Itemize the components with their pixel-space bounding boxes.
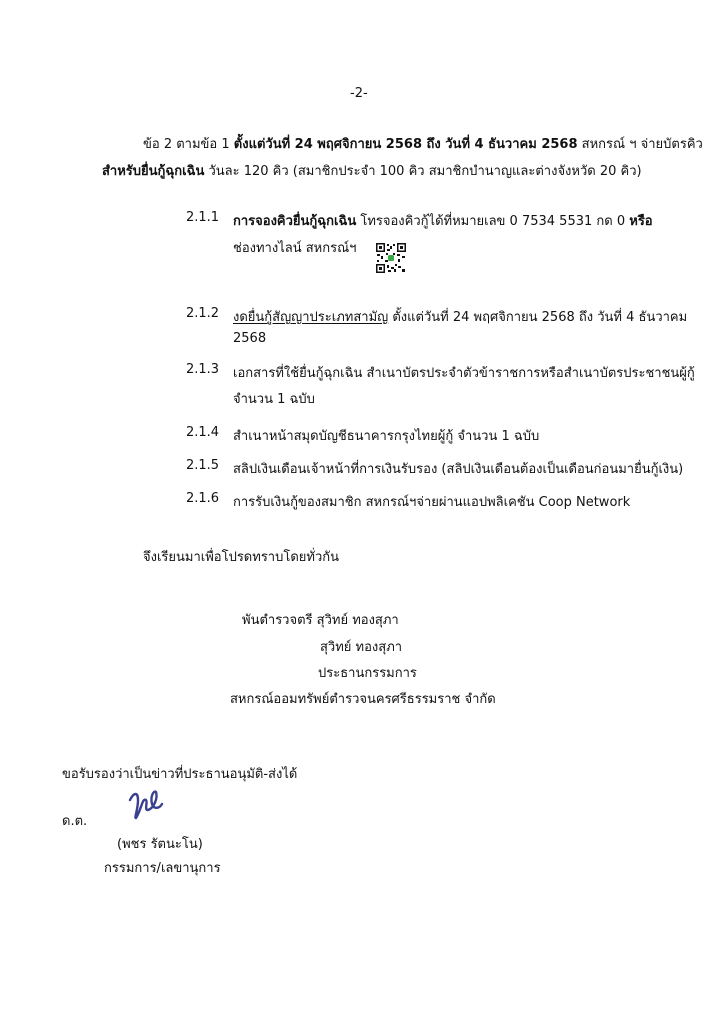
item-2-text: ตั้งแต่วันที่ 24 พฤศจิกายน 2568 ถึง วันที่ 4 ธันวาคม <box>388 310 688 325</box>
item-3-line-2: จำนวน 1 ฉบับ <box>233 392 315 407</box>
closing-text: จึงเรียนมาเพื่อโปรดทราบโดยทั่วกัน <box>143 550 340 565</box>
item-number-2: 2.1.2 <box>186 306 220 321</box>
item-2-underline: งดยื่นกู้สัญญาประเภทสามัญ <box>233 310 389 325</box>
signature-position: ประธานกรรมการ <box>318 666 417 681</box>
item-1-bold: การจองคิวยื่นกู้ฉุกเฉิน <box>233 214 357 229</box>
signature-name: สุวิทย์ ทองสุภา <box>320 640 403 655</box>
item-1-or: หรือ <box>629 214 653 229</box>
intro-line-2 <box>102 160 642 181</box>
intro-line-1 <box>143 133 703 154</box>
intro-tail: สหกรณ์ ฯ จ่ายบัตรคิว <box>577 137 703 152</box>
intro-emergency-label: สำหรับยื่นกู้ฉุกเฉิน <box>102 164 205 179</box>
item-4-text: สำเนาหน้าสมุดบัญชีธนาคารกรุงไทยผู้กู้ จำนวน 1 ฉบับ <box>233 429 540 444</box>
signature-organization: สหกรณ์ออมทรัพย์ตำรวจนครศรีธรรมราช จำกัด <box>230 692 496 707</box>
item-1-line-2: ช่องทางไลน์ สหกรณ์ฯ <box>233 241 357 256</box>
item-5-text: สลิปเงินเดือนเจ้าหน้าที่การเงินรับรอง (สลิปเงินเดือนต้องเป็นเดือนก่อนมายื่นกู้เงิน) <box>233 462 684 477</box>
item-6-text: การรับเงินกู้ของสมาชิก สหกรณ์ฯจ่ายผ่านแอปพลิเคชัน Coop Network <box>233 495 631 510</box>
certify-position: กรรมการ/เลขานุการ <box>104 861 221 876</box>
handwritten-signature <box>124 784 164 828</box>
item-3-line-1: เอกสารที่ใช้ยื่นกู้ฉุกเฉิน สำเนาบัตรประจำตัวข้าราชการหรือสำเนาบัตรประชาชนผู้กู้ <box>233 366 695 381</box>
certify-text: ขอรับรองว่าเป็นข่าวที่ประธานอนุมัติ-ส่งได้ <box>62 767 298 782</box>
item-number-6: 2.1.6 <box>186 491 220 506</box>
intro-queue-text: วันละ 120 คิว (สมาชิกประจำ 100 คิว สมาชิกบำนาญและต่างจังหวัด 20 คิว) <box>204 164 642 179</box>
certify-title: ด.ต. <box>62 814 88 829</box>
page-number: -2- <box>350 86 368 101</box>
signature-rank-name: พันตำรวจตรี สุวิทย์ ทองสุภา <box>242 613 399 628</box>
item-number-3: 2.1.3 <box>186 362 220 377</box>
qr-code-icon <box>376 243 406 277</box>
item-1-text: โทรจองคิวกู้ได้ที่หมายเลข 0 7534 5531 กด 0 <box>356 214 630 229</box>
item-2-line-1 <box>233 306 687 327</box>
item-number-1: 2.1.1 <box>186 210 220 225</box>
certify-name: (พชร รัตนะโน) <box>117 837 203 852</box>
intro-dates: ตั้งแต่วันที่ 24 พฤศจิกายน 2568 ถึง วันที่ 4 ธันวาคม 2568 <box>233 137 578 152</box>
item-number-4: 2.1.4 <box>186 425 220 440</box>
intro-text: ข้อ 2 ตามข้อ 1 <box>143 137 234 152</box>
item-2-line-2: 2568 <box>233 331 267 346</box>
item-number-5: 2.1.5 <box>186 458 220 473</box>
item-1-line-1 <box>233 210 653 231</box>
